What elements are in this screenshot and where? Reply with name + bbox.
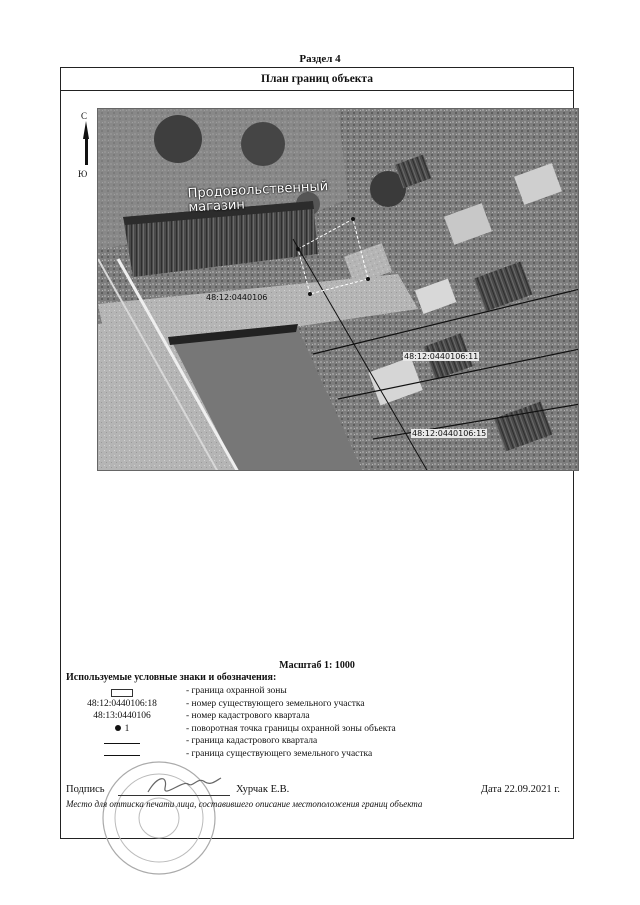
legend-symbol xyxy=(61,736,183,746)
legend-item-parcel-number xyxy=(61,699,571,712)
legend-desc: - граница существующего земельного участка xyxy=(186,748,373,759)
point-number: 1 xyxy=(124,723,130,734)
legend-desc: - номер кадастрового квартала xyxy=(186,711,310,721)
legend-symbol: 48:13:0440106 xyxy=(93,711,151,721)
cadastral-map xyxy=(97,108,579,471)
legend-desc: - граница охранной зоны xyxy=(186,686,287,696)
legend-item-turning-point xyxy=(61,724,571,737)
stamp-caption: Место для оттиска печати лица, составившего описание местоположения границ объекта xyxy=(66,799,423,809)
south-label: Ю xyxy=(78,169,88,179)
legend xyxy=(61,686,571,761)
map-label-parcel-15: 48:12:0440106:15 xyxy=(412,429,487,438)
legend-symbol xyxy=(61,724,183,734)
legend-item-quarter-boundary xyxy=(61,736,571,749)
legend-symbol: 48:12:0440106:18 xyxy=(87,698,157,709)
legend-desc: - поворотная точка границы охранной зоны объекта xyxy=(186,723,396,734)
legend-symbol xyxy=(61,749,183,759)
legend-title: Используемые условные знаки и обозначения: xyxy=(66,672,277,683)
signature-line xyxy=(118,795,230,796)
north-label: С xyxy=(81,111,88,121)
legend-desc: - граница кадастрового квартала xyxy=(186,736,318,746)
legend-desc: - номер существующего земельного участка xyxy=(186,698,365,709)
north-arrow xyxy=(77,111,95,181)
plan-title: План границ объекта xyxy=(61,68,573,91)
zone-boundary-icon xyxy=(111,689,133,697)
map-scale: Масштаб 1: 1000 xyxy=(279,660,355,671)
map-label-building: Продовольственный магазин xyxy=(187,179,329,216)
section-title: Раздел 4 xyxy=(299,53,341,65)
map-label-parcel-11: 48:12:0440106:11 xyxy=(404,352,479,361)
legend-item-quarter-number xyxy=(61,711,571,724)
signature-row xyxy=(66,784,566,798)
signature-date: Дата 22.09.2021 г. xyxy=(480,784,560,795)
parcel-boundary-line-icon xyxy=(104,755,140,756)
legend-item-protection-zone xyxy=(61,686,571,699)
quarter-boundary-line-icon xyxy=(104,743,140,744)
signer-name: Хурчак Е.В. xyxy=(236,784,290,795)
point-icon xyxy=(115,725,121,731)
signature-label: Подпись xyxy=(66,784,105,795)
legend-symbol xyxy=(61,686,183,697)
map-label-quarter: 48:12:0440106 xyxy=(206,293,268,302)
plan-frame xyxy=(60,67,574,839)
